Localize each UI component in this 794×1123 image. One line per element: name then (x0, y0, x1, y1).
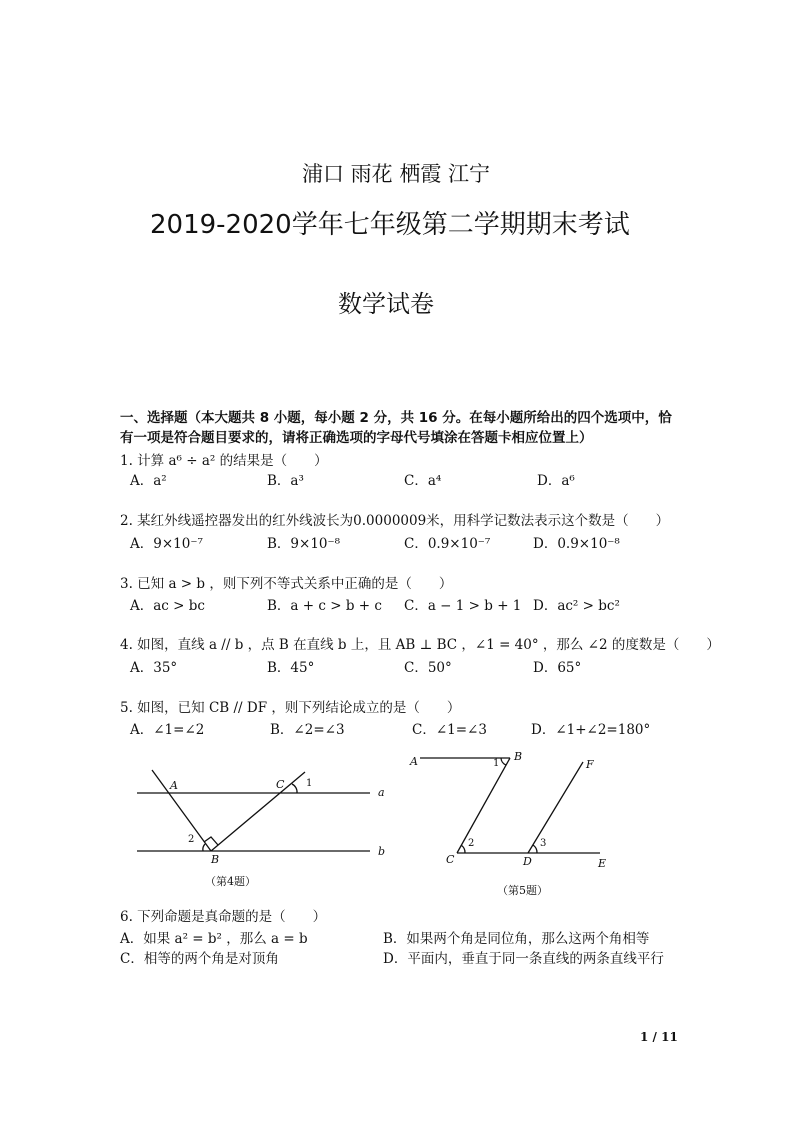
section-heading-line1: 一、选择题（本大题共 8 小题，每小题 2 分，共 16 分。在每小题所给出的四个选项中，恰 (120, 410, 672, 426)
question-4-option-d: D．65° (533, 660, 582, 676)
question-5-stem: 5. 如图，已知 CB // DF ，则下列结论成立的是（ ） (120, 700, 461, 716)
question-2-option-b: B．9×10⁻⁸ (267, 536, 341, 552)
question-3-option-c: C．a − 1 > b + 1 (404, 598, 522, 614)
fig4-label-a: a (378, 786, 385, 799)
fig4-segment-ab (152, 770, 211, 851)
fig5-angle-3-arc (533, 845, 537, 853)
fig5-label-A: A (410, 755, 418, 768)
subject-title: 数学试卷 (338, 290, 434, 318)
exam-title: 2019-2020学年七年级第二学期期末考试 (150, 210, 630, 240)
question-6-option-b: B．如果两个角是同位角，那么这两个角相等 (383, 931, 650, 947)
fig4-caption: （第4题） (205, 875, 256, 888)
question-1-option-a: A．a² (130, 473, 167, 489)
page-number: 1 / 11 (640, 1030, 678, 1044)
fig5-angle-1-arc (501, 758, 506, 765)
fig4-label-2: 2 (188, 834, 195, 845)
fig5-line-cb (457, 758, 510, 853)
fig5-label-2: 2 (468, 838, 475, 849)
question-2-stem: 2. 某红外线遥控器发出的红外线波长为0.0000009米，用科学记数法表示这个数是（ ） (120, 513, 670, 529)
question-6-option-d: D．平面内，垂直于同一条直线的两条直线平行 (383, 951, 664, 967)
question-1-option-c: C．a⁴ (404, 473, 442, 489)
question-6-option-c: C．相等的两个角是对顶角 (120, 951, 279, 967)
fig4-label-1: 1 (306, 778, 313, 789)
fig4-label-C: C (276, 778, 285, 791)
question-3-option-d: D．ac² > bc² (533, 598, 620, 614)
question-5-option-a: A．∠1=∠2 (130, 722, 205, 738)
question-2-option-c: C．0.9×10⁻⁷ (404, 536, 491, 552)
question-3-stem: 3. 已知 a > b ，则下列不等式关系中正确的是（ ） (120, 576, 453, 592)
question-6-stem: 6. 下列命题是真命题的是（ ） (120, 909, 327, 925)
question-4-option-b: B．45° (267, 660, 315, 676)
fig5-label-F: F (586, 758, 594, 771)
question-3-option-a: A．ac > bc (130, 598, 205, 614)
fig4-angle-1-arc (292, 784, 297, 793)
question-1-option-b: B．a³ (267, 473, 304, 489)
question-5-option-d: D．∠1+∠2=180° (531, 722, 651, 738)
question-5-option-c: C．∠1=∠3 (412, 722, 487, 738)
fig5-caption: （第5题） (497, 884, 548, 897)
question-2-option-d: D．0.9×10⁻⁸ (533, 536, 620, 552)
question-4-option-c: C．50° (404, 660, 452, 676)
fig4-segment-bc (211, 772, 305, 851)
question-6-option-a: A．如果 a² = b² ，那么 a = b (120, 931, 308, 947)
question-2-option-a: A．9×10⁻⁷ (130, 536, 203, 552)
fig5-label-C: C (446, 853, 455, 866)
fig4-right-angle-mark (204, 837, 218, 845)
question-3-option-b: B．a + c > b + c (267, 598, 382, 614)
fig5-angle-2-arc (461, 845, 465, 853)
question-4-stem: 4. 如图，直线 a // b ，点 B 在直线 b 上，且 AB ⊥ BC ，∠1 = 40° ，那么 ∠2 的度数是（ ） (120, 637, 720, 653)
section-heading-line2: 有一项是符合题目要求的，请将正确选项的字母代号填涂在答题卡相应位置上） (120, 430, 593, 446)
fig5-label-B: B (514, 750, 523, 763)
fig5-label-E: E (598, 857, 607, 870)
question-1-stem: 1. 计算 a⁶ ÷ a² 的结果是（ ） (120, 453, 328, 469)
fig4-label-A: A (170, 779, 178, 792)
question-1-option-d: D．a⁶ (537, 473, 575, 489)
question-4-option-a: A．35° (130, 660, 178, 676)
fig5-label-D: D (523, 855, 532, 868)
fig4-angle-2-arc (203, 844, 205, 851)
fig4-label-b: b (378, 845, 386, 858)
fig5-label-3: 3 (540, 838, 547, 849)
question-5-option-b: B．∠2=∠3 (270, 722, 345, 738)
fig5-label-1: 1 (493, 758, 500, 769)
fig4-label-B: B (211, 853, 220, 866)
districts-line: 浦口 雨花 栖霞 江宁 (302, 162, 491, 186)
fig5-line-df (528, 762, 583, 853)
